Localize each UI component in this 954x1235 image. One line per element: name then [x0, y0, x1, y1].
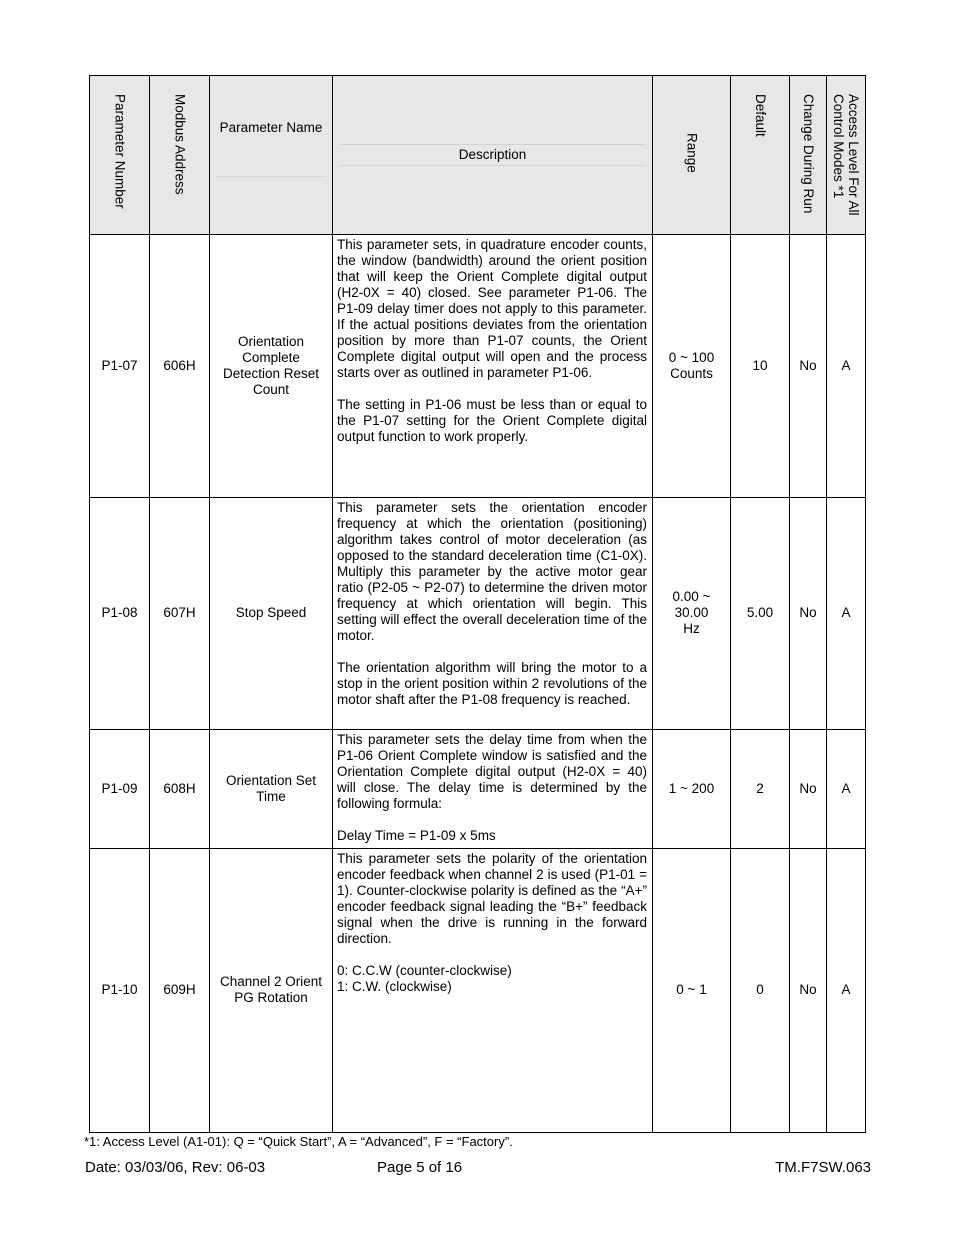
param-description: This parameter sets the polarity of the orientation encoder feedback when channel 2 is used (P1-01 = 1). Counter-clockwise polarity is defined as the “A+” encoder feedback signal leading the “B+” feedback signal when the drive is running in the forward direction. 0: C.C.W (counter-clockwise) 1: C.W. (clockwise) [333, 848, 653, 1132]
param-number: P1-08 [90, 498, 150, 729]
access-level-footnote: *1: Access Level (A1-01): Q = “Quick Start”, A = “Advanced”, F = “Factory”. [84, 1134, 513, 1149]
header-change-during-run: Change During Run [790, 76, 827, 235]
param-default: 0 [731, 848, 790, 1132]
param-default: 5.00 [731, 498, 790, 729]
header-param-number: Parameter Number [90, 76, 150, 235]
param-range: 0 ~ 100 Counts [653, 235, 731, 498]
param-name: Channel 2 Orient PG Rotation [210, 848, 333, 1132]
param-range: 0 ~ 1 [653, 848, 731, 1132]
header-access-level: Access Level For All Control Modes *1 [827, 76, 866, 235]
table-row [90, 235, 866, 498]
table-row [90, 498, 866, 729]
parameter-table [89, 75, 866, 1133]
param-access-level: A [827, 729, 866, 848]
param-number: P1-09 [90, 729, 150, 848]
header-modbus-address: Modbus Address [150, 76, 210, 235]
param-name: Stop Speed [210, 498, 333, 729]
footer-date: Date: 03/03/06, Rev: 06-03 [85, 1159, 266, 1176]
param-default: 2 [731, 729, 790, 848]
param-name: Orientation Set Time [210, 729, 333, 848]
param-change-during-run: No [790, 729, 827, 848]
header-placeholder-box [216, 176, 326, 195]
param-access-level: A [827, 848, 866, 1132]
modbus-address: 607H [150, 498, 210, 729]
modbus-address: 609H [150, 848, 210, 1132]
header-description: Description [333, 76, 653, 235]
table-row [90, 729, 866, 848]
header-default: Default [731, 76, 790, 235]
param-change-during-run: No [790, 235, 827, 498]
header-parameter-name: Parameter Name [210, 76, 333, 235]
param-default: 10 [731, 235, 790, 498]
param-change-during-run: No [790, 498, 827, 729]
param-number: P1-07 [90, 235, 150, 498]
header-range: Range [653, 76, 731, 235]
modbus-address: 608H [150, 729, 210, 848]
param-range: 1 ~ 200 [653, 729, 731, 848]
param-access-level: A [827, 235, 866, 498]
footer-document-id: TM.F7SW.063 [775, 1159, 871, 1176]
param-description: This parameter sets, in quadrature encoder counts, the window (bandwidth) around the orient position that will keep the Orient Complete digital output (H2-0X = 40) closed. See parameter P1-06. The P1-09 delay timer does not apply to this parameter. If the actual positions deviates from the orientation position by more than P1-07 counts, the Orient Complete digital output will open and the process starts over as outlined in parameter P1-06. The setting in P1-06 must be less than or equal to the P1-07 setting for the Orient Complete digital output function to work properly. [333, 235, 653, 498]
param-change-during-run: No [790, 848, 827, 1132]
header-row [90, 76, 866, 235]
modbus-address: 606H [150, 235, 210, 498]
table-row [90, 848, 866, 1132]
param-description: This parameter sets the orientation encoder frequency at which the orientation (positioning) algorithm takes control of motor deceleration (as opposed to the standard deceleration time (C1-0X). Multiply this parameter by the active motor gear ratio (P2-05 ~ P2-07) to determine the driven motor frequency at which orientation will begin. This setting will effect the overall deceleration time of the motor. The orientation algorithm will bring the motor to a stop in the orient position within 2 revolutions of the motor shaft after the P1-08 frequency is reached. [333, 498, 653, 729]
param-access-level: A [827, 498, 866, 729]
footer-page-number: Page 5 of 16 [377, 1159, 463, 1176]
param-number: P1-10 [90, 848, 150, 1132]
param-name: Orientation Complete Detection Reset Count [210, 235, 333, 498]
param-range: 0.00 ~ 30.00 Hz [653, 498, 731, 729]
param-description: This parameter sets the delay time from when the P1-06 Orient Complete window is satisfied and the Orientation Complete digital output (H2-0X = 40) will close. The delay time is determined by the following formula: Delay Time = P1-09 x 5ms [333, 729, 653, 848]
